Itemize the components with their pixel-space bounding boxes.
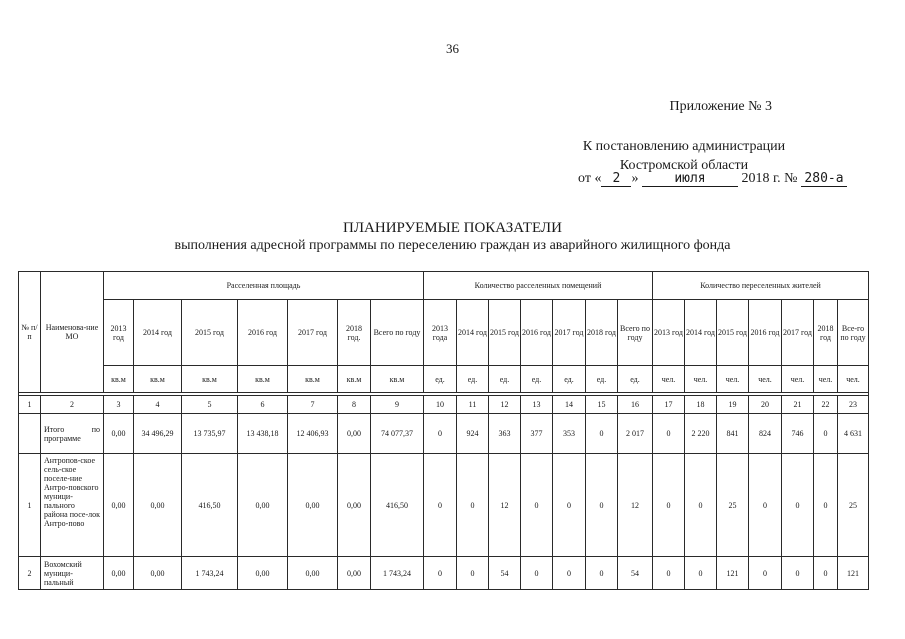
table-cell: 12: [618, 454, 653, 557]
rooms-year-header: 2016 год: [521, 300, 553, 366]
table-cell: 25: [717, 454, 749, 557]
column-number: 10: [424, 396, 457, 414]
table-cell: 824: [749, 414, 782, 454]
table-cell: 416,50: [371, 454, 424, 557]
rooms-year-header: Всего по году: [618, 300, 653, 366]
table-cell: 0: [457, 557, 489, 590]
people-unit-header: чел.: [782, 366, 814, 393]
table-cell: 0: [653, 557, 685, 590]
table-cell: 4 631: [838, 414, 869, 454]
rooms-year-header: 2018 год: [586, 300, 618, 366]
column-number: 6: [238, 396, 288, 414]
people-year-header: 2015 год: [717, 300, 749, 366]
column-number: 8: [338, 396, 371, 414]
people-year-header: 2013 год: [653, 300, 685, 366]
people-unit-header: чел.: [717, 366, 749, 393]
table-cell: 416,50: [182, 454, 238, 557]
table-cell: 54: [489, 557, 521, 590]
decree-number: 280-а: [801, 171, 847, 187]
rooms-year-header: 2017 год: [553, 300, 586, 366]
row-name: Вохомский муници-пальный: [41, 557, 104, 590]
table-cell: 0: [685, 557, 717, 590]
table-cell: 0,00: [104, 454, 134, 557]
table-cell: 0,00: [134, 454, 182, 557]
people-year-header: 2014 год: [685, 300, 717, 366]
people-unit-header: чел.: [653, 366, 685, 393]
column-number: 11: [457, 396, 489, 414]
table-cell: 0: [749, 557, 782, 590]
table-cell: 54: [618, 557, 653, 590]
table-cell: 0,00: [338, 454, 371, 557]
column-number: 19: [717, 396, 749, 414]
table-cell: 0: [424, 454, 457, 557]
rooms-year-header: 2015 год: [489, 300, 521, 366]
column-number: 22: [814, 396, 838, 414]
table-cell: 924: [457, 414, 489, 454]
table-row: [19, 454, 869, 557]
area-unit-header: кв.м: [134, 366, 182, 393]
decree-date-line: [578, 171, 847, 187]
column-number: 13: [521, 396, 553, 414]
table-cell: 0: [653, 454, 685, 557]
table-cell: 1 743,24: [371, 557, 424, 590]
decree-reference: [554, 137, 814, 175]
table-cell: 363: [489, 414, 521, 454]
table-cell: 841: [717, 414, 749, 454]
area-unit-header: кв.м: [338, 366, 371, 393]
row-name: Антропов-ское сель-ское поселе-ние Антро-повского муници-пального района посе-лок Антро-пово: [41, 454, 104, 557]
people-year-header: 2018 год: [814, 300, 838, 366]
header-name: Наименова-ние МО: [41, 272, 104, 393]
people-year-header: 2016 год: [749, 300, 782, 366]
header-number: № п/ п: [19, 272, 41, 393]
rooms-unit-header: ед.: [521, 366, 553, 393]
table-cell: 0,00: [104, 414, 134, 454]
rooms-unit-header: ед.: [457, 366, 489, 393]
people-unit-header: чел.: [838, 366, 869, 393]
column-number: 21: [782, 396, 814, 414]
column-number: 15: [586, 396, 618, 414]
date-prefix: от «: [578, 171, 602, 186]
table-cell: 0: [424, 557, 457, 590]
people-unit-header: чел.: [749, 366, 782, 393]
rooms-unit-header: ед.: [618, 366, 653, 393]
rooms-unit-header: ед.: [586, 366, 618, 393]
table-cell: 0: [782, 557, 814, 590]
table-cell: 0,00: [134, 557, 182, 590]
table-cell: 13 735,97: [182, 414, 238, 454]
area-unit-header: кв.м: [371, 366, 424, 393]
column-number: 7: [288, 396, 338, 414]
table-cell: 0: [653, 414, 685, 454]
people-year-header: Все-го по году: [838, 300, 869, 366]
people-year-header: 2017 год: [782, 300, 814, 366]
table-cell: 0,00: [104, 557, 134, 590]
area-year-header: 2017 год: [288, 300, 338, 366]
area-year-header: 2018 год.: [338, 300, 371, 366]
area-year-header: Всего по году: [371, 300, 424, 366]
rooms-unit-header: ед.: [424, 366, 457, 393]
column-number: 9: [371, 396, 424, 414]
table-cell: 0: [457, 454, 489, 557]
table-cell: 0: [685, 454, 717, 557]
people-unit-header: чел.: [814, 366, 838, 393]
table-cell: 0: [586, 454, 618, 557]
decree-line-2: Костромской области: [619, 158, 749, 173]
table-cell: 0: [586, 414, 618, 454]
column-number: 4: [134, 396, 182, 414]
date-month: июля: [642, 171, 738, 187]
column-number: 5: [182, 396, 238, 414]
table-cell: 0: [814, 454, 838, 557]
table-cell: 74 077,37: [371, 414, 424, 454]
table-row: [19, 557, 869, 590]
column-number: 16: [618, 396, 653, 414]
area-unit-header: кв.м: [104, 366, 134, 393]
area-year-header: 2014 год: [134, 300, 182, 366]
decree-line-1: К постановлению администрации: [582, 139, 786, 154]
table-cell: 34 496,29: [134, 414, 182, 454]
row-number: [19, 414, 41, 454]
date-year: 2018 г. №: [741, 171, 798, 186]
column-number: 12: [489, 396, 521, 414]
table-cell: 746: [782, 414, 814, 454]
table-cell: 0: [749, 454, 782, 557]
years-row: [19, 300, 869, 366]
rooms-year-header: 2013 года: [424, 300, 457, 366]
area-unit-header: кв.м: [182, 366, 238, 393]
column-number: 1: [19, 396, 41, 414]
row-number: 2: [19, 557, 41, 590]
people-unit-header: чел.: [685, 366, 717, 393]
table-cell: 2 017: [618, 414, 653, 454]
table-cell: 0,00: [288, 454, 338, 557]
date-mid: »: [631, 171, 639, 186]
area-year-header: 2016 год: [238, 300, 288, 366]
table-cell: 353: [553, 414, 586, 454]
header-group-area: Расселенная площадь: [104, 272, 424, 300]
area-unit-header: кв.м: [288, 366, 338, 393]
table-cell: 121: [838, 557, 869, 590]
date-day: 2: [601, 171, 631, 187]
area-year-header: 2013 год: [104, 300, 134, 366]
table-cell: 0: [586, 557, 618, 590]
table-row: [19, 414, 869, 454]
row-name: Итого по программе: [41, 414, 104, 454]
area-unit-header: кв.м: [238, 366, 288, 393]
rooms-unit-header: ед.: [489, 366, 521, 393]
table-cell: 2 220: [685, 414, 717, 454]
table-cell: 12 406,93: [288, 414, 338, 454]
table-cell: 0: [521, 454, 553, 557]
table-cell: 0: [521, 557, 553, 590]
column-number: 23: [838, 396, 869, 414]
table-cell: 377: [521, 414, 553, 454]
table-cell: 0: [424, 414, 457, 454]
table-cell: 121: [717, 557, 749, 590]
table-cell: 1 743,24: [182, 557, 238, 590]
table-cell: 0: [553, 454, 586, 557]
column-number: 20: [749, 396, 782, 414]
column-number: 3: [104, 396, 134, 414]
column-number: 14: [553, 396, 586, 414]
table-cell: 0: [814, 414, 838, 454]
table-cell: 0: [553, 557, 586, 590]
table-cell: 0: [814, 557, 838, 590]
header-group-rooms: Количество расселенных помещений: [424, 272, 653, 300]
table-cell: 0,00: [288, 557, 338, 590]
table-cell: 0,00: [238, 557, 288, 590]
document-subtitle: выполнения адресной программы по переселению граждан из аварийного жилищного фонда: [174, 238, 731, 253]
header-group-people: Количество переселенных жителей: [653, 272, 869, 300]
table-cell: 13 438,18: [238, 414, 288, 454]
table-cell: 25: [838, 454, 869, 557]
units-row: [19, 366, 869, 393]
table-cell: 0,00: [338, 414, 371, 454]
column-number: 18: [685, 396, 717, 414]
column-number: 17: [653, 396, 685, 414]
column-numbers-row: [19, 396, 869, 414]
row-number: 1: [19, 454, 41, 557]
table-cell: 12: [489, 454, 521, 557]
document-title: ПЛАНИРУЕМЫЕ ПОКАЗАТЕЛИ: [343, 220, 562, 236]
indicators-table: [18, 271, 869, 590]
column-number: 2: [41, 396, 104, 414]
rooms-year-header: 2014 год: [457, 300, 489, 366]
page-number: 36: [446, 41, 459, 56]
area-year-header: 2015 год: [182, 300, 238, 366]
table-cell: 0,00: [238, 454, 288, 557]
table-cell: 0,00: [338, 557, 371, 590]
rooms-unit-header: ед.: [553, 366, 586, 393]
table-cell: 0: [782, 454, 814, 557]
appendix-label: Приложение № 3: [669, 99, 772, 114]
